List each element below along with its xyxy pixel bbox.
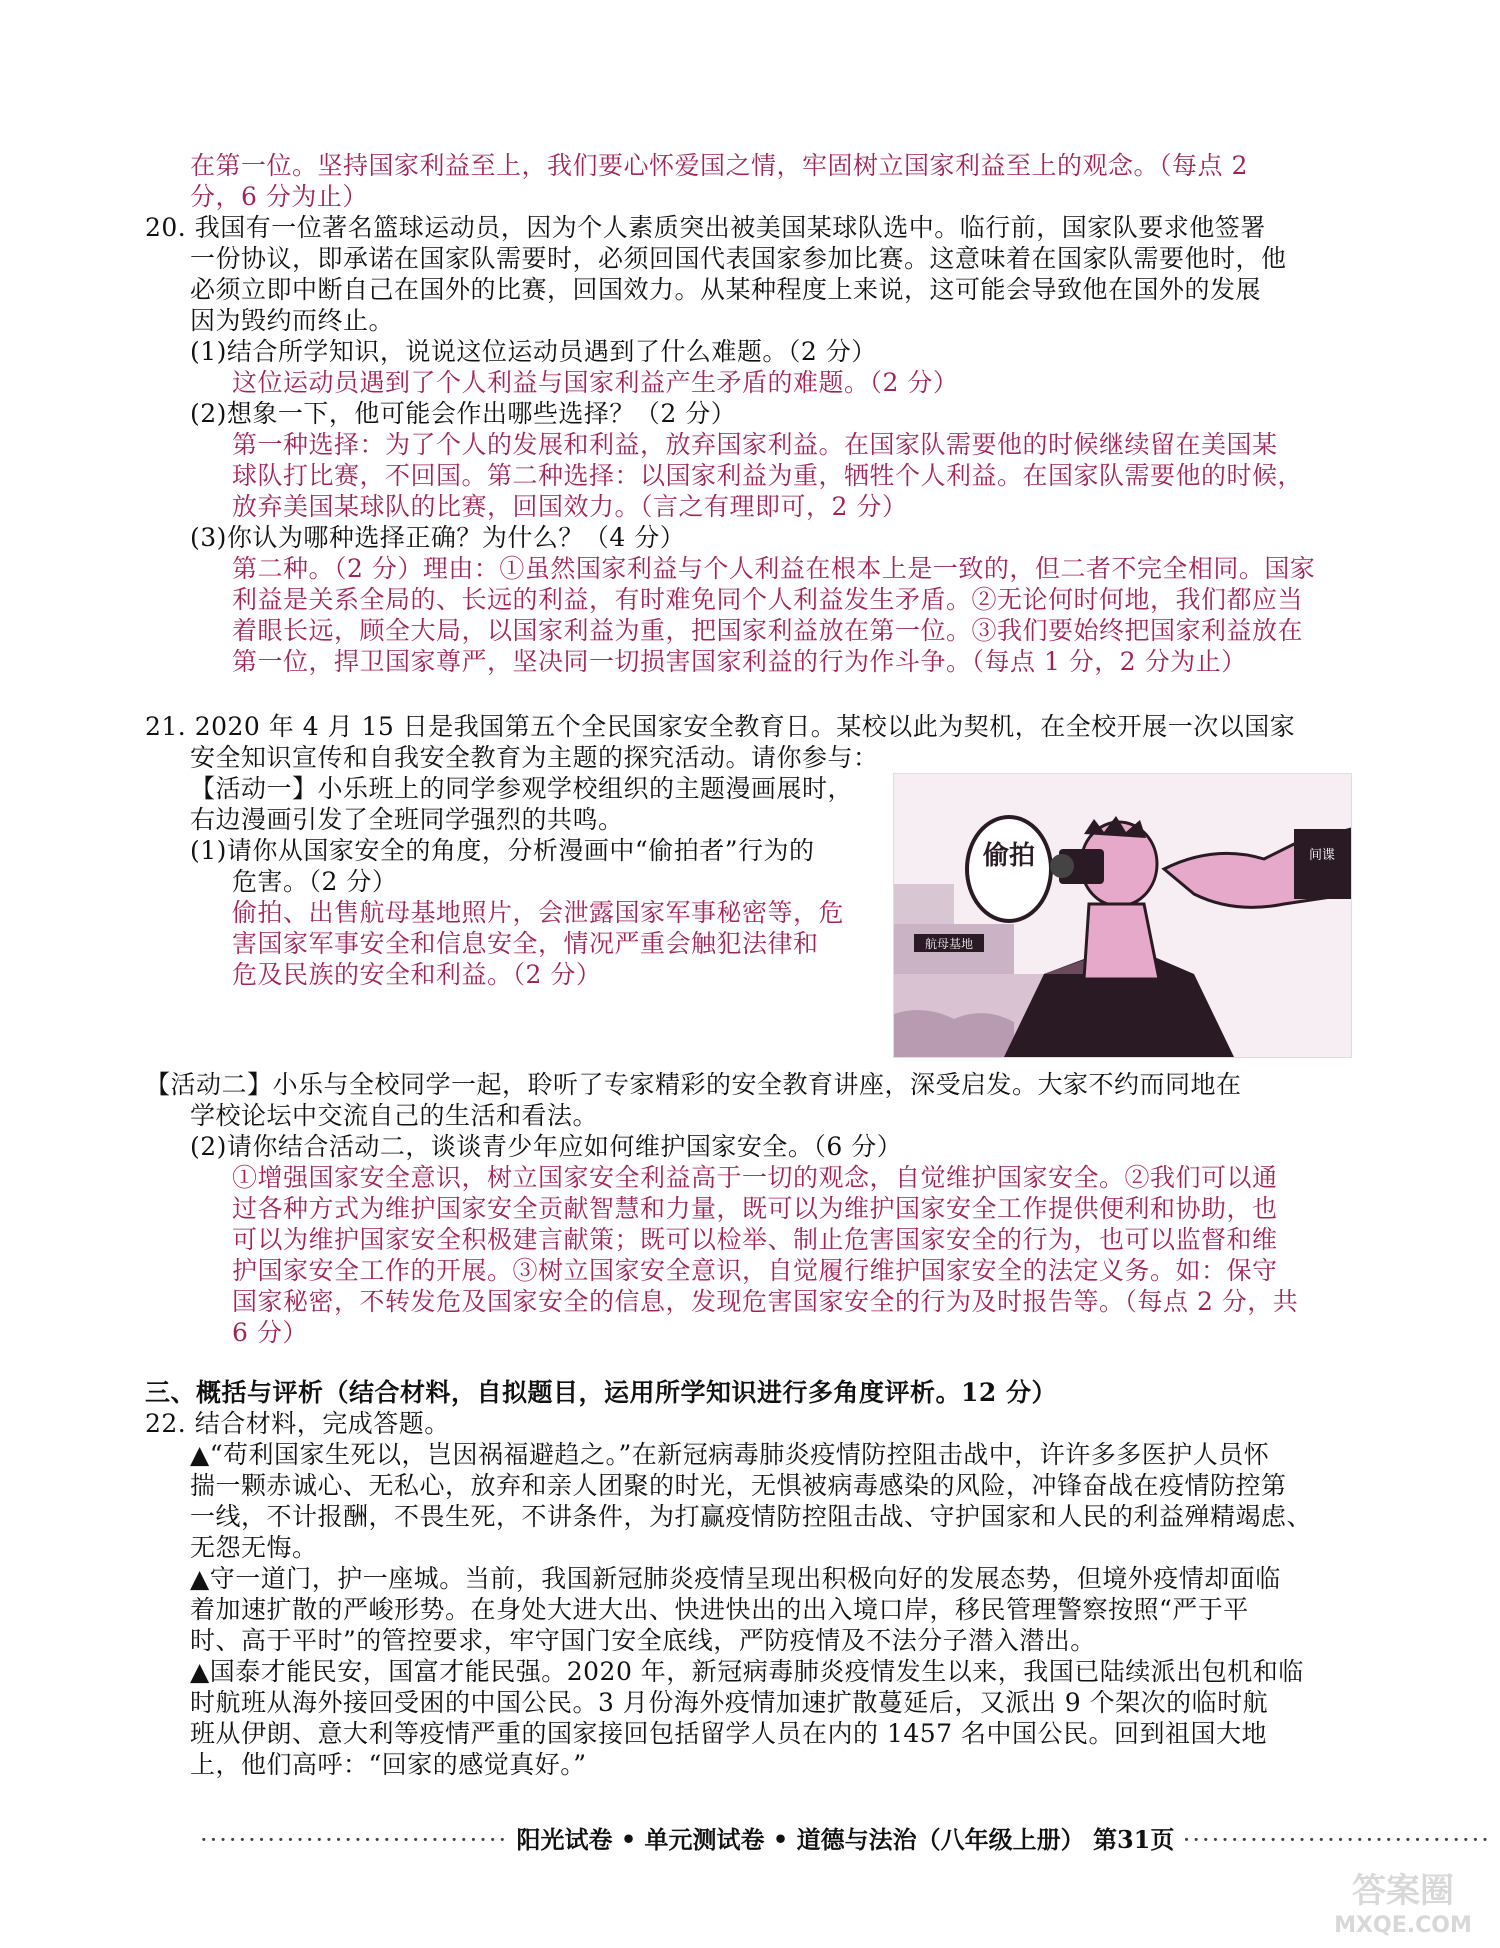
footer-dots-left: ································: [200, 1826, 509, 1854]
base-sign-text: 航母基地: [924, 937, 974, 951]
watermark-bottom-text: MXQE.COM: [1334, 1913, 1472, 1938]
answer-line: 国家秘密，不转发危及国家安全的信息，发现危害国家安全的行为及时报告等。（每点 2 分，共: [232, 1287, 1299, 1316]
answer-line: 护国家安全工作的开展。③树立国家安全意识，自觉履行维护国家安全的法定义务。如：保守: [232, 1256, 1278, 1285]
section-three-heading: 三、概括与评析（结合材料，自拟题目，运用所学知识进行多角度评析。12 分）: [145, 1378, 1057, 1407]
sub-question: (2)请你结合活动二，谈谈青少年应如何维护国家安全。（6 分）: [190, 1132, 903, 1161]
material-line: 揣一颗赤诚心、无私心，放弃和亲人团聚的时光，无惧被病毒感染的风险，冲锋奋战在疫情防控第: [190, 1471, 1287, 1500]
material-line: 班从伊朗、意大利等疫情严重的国家接回包括留学人员在内的 1457 名中国公民。回到祖国大地: [190, 1719, 1268, 1748]
answer-line: 第一种选择：为了个人的发展和利益，放弃国家利益。在国家队需要他的时候继续留在美国某: [232, 430, 1278, 459]
answer-line: 过各种方式为维护国家安全贡献智慧和力量，既可以为维护国家安全工作提供便利和协助，也: [232, 1194, 1278, 1223]
watermark-logo: [1318, 1860, 1488, 1940]
question-text-line: 必须立即中断自己在国外的比赛，回国效力。从某种程度上来说，这可能会导致他在国外的发展: [190, 275, 1262, 304]
material-line: 时、高于平时”的管控要求，牢守国门安全底线，严防疫情及不法分子潜入潜出。: [190, 1626, 1096, 1655]
answer-line: 分，6 分为止）: [190, 182, 368, 211]
question-21-stem: 21. 2020 年 4 月 15 日是我国第五个全民国家安全教育日。某校以此为契机，在全校开展一次以国家: [145, 712, 1296, 741]
question-text-line: 因为毁约而终止。: [190, 306, 395, 335]
question-text-line: 右边漫画引发了全班同学强烈的共鸣。: [190, 805, 624, 834]
material-three: ▲国泰才能民安，国富才能民强。2020 年，新冠病毒肺炎疫情发生以来，我国已陆续派出包机和临: [190, 1657, 1304, 1686]
sub-question: (1)结合所学知识，说说这位运动员遇到了什么难题。（2 分）: [190, 337, 877, 366]
material-line: 时航班从海外接回受困的中国公民。3 月份海外疫情加速扩散蔓延后，又派出 9 个架次的临时航: [190, 1688, 1269, 1717]
material-one: ▲“苟利国家生死以，岂因祸福避趋之。”在新冠病毒肺炎疫情防控阻击战中，许许多多医护人员怀: [190, 1440, 1270, 1469]
activity-two: 【活动二】小乐与全校同学一起，聆听了专家精彩的安全教育讲座，深受启发。大家不约而同地在: [145, 1070, 1242, 1099]
answer-line: 在第一位。坚持国家利益至上，我们要心怀爱国之情，牢固树立国家利益至上的观念。（每点 2: [190, 151, 1248, 180]
material-line: 上，他们高呼：“回家的感觉真好。”: [190, 1750, 587, 1779]
sub-question: 危害。（2 分）: [232, 867, 398, 896]
answer-line: 6 分）: [232, 1318, 308, 1347]
answer-line: 放弃美国某球队的比赛，回国效力。（言之有理即可，2 分）: [232, 492, 908, 521]
question-text-line: 安全知识宣传和自我安全教育为主题的探究活动。请你参与：: [190, 743, 879, 772]
spy-comic-image: [893, 773, 1352, 1058]
material-line: 着加速扩散的严峻形势。在身处大进大出、快进快出的出入境口岸，移民管理警察按照“严于平: [190, 1595, 1249, 1624]
material-line: 一线，不计报酬，不畏生死，不讲条件，为打赢疫情防控阻击战、守护国家和人民的利益殚精竭虑、: [190, 1502, 1313, 1531]
answer-line: 着眼长远，顾全大局，以国家利益为重，把国家利益放在第一位。③我们要始终把国家利益放在: [232, 616, 1304, 645]
answer-line: 害国家军事安全和信息安全，情况严重会触犯法律和: [232, 929, 819, 958]
footer-dots-right: ································: [1182, 1826, 1491, 1854]
page-footer: [200, 1820, 1491, 1855]
question-20-stem: 20. 我国有一位著名篮球运动员，因为个人素质突出被美国某球队选中。临行前，国家队要求他签署: [145, 213, 1266, 242]
answer-line: 偷拍、出售航母基地照片，会泄露国家军事秘密等，危: [232, 898, 845, 927]
answer-line: ①增强国家安全意识，树立国家安全利益高于一切的观念，自觉维护国家安全。②我们可以通: [232, 1163, 1278, 1192]
answer-line: 可以为维护国家安全积极建言献策；既可以检举、制止危害国家安全的行为，也可以监督和维: [232, 1225, 1278, 1254]
answer-line: 球队打比赛，不回国。第二种选择：以国家利益为重，牺牲个人利益。在国家队需要他的时候，: [232, 461, 1304, 490]
answer-line: 第一位，捍卫国家尊严，坚决同一切损害国家利益的行为作斗争。（每点 1 分，2 分为止）: [232, 647, 1247, 676]
question-text-line: 学校论坛中交流自己的生活和看法。: [190, 1101, 599, 1130]
answer-line: 这位运动员遇到了个人利益与国家利益产生矛盾的难题。（2 分）: [232, 368, 959, 397]
watermark-top-text: 答案圈: [1352, 1871, 1454, 1911]
material-two: ▲守一道门，护一座城。当前，我国新冠肺炎疫情呈现出积极向好的发展态势，但境外疫情却面临: [190, 1564, 1281, 1593]
answer-line: 第二种。（2 分）理由：①虽然国家利益与个人利益在根本上是一致的，但二者不完全相同。国家: [232, 554, 1316, 583]
sneak-photo-sign: 偷拍: [982, 841, 1036, 871]
answer-line: 利益是关系全局的、长远的利益，有时难免同个人利益发生矛盾。②无论何时何地，我们都应当: [232, 585, 1304, 614]
sub-question: (1)请你从国家安全的角度，分析漫画中“偷拍者”行为的: [190, 836, 815, 865]
sub-question: (3)你认为哪种选择正确？为什么？（4 分）: [190, 523, 686, 552]
question-text-line: 一份协议，即承诺在国家队需要时，必须回国代表国家参加比赛。这意味着在国家队需要他时，他: [190, 244, 1287, 273]
answer-line: 危及民族的安全和利益。（2 分）: [232, 960, 602, 989]
footer-text: 阳光试卷 • 单元测试卷 • 道德与法治（八年级上册） 第31页: [516, 1825, 1175, 1854]
material-line: 无怨无悔。: [190, 1533, 318, 1562]
question-22-stem: 22. 结合材料，完成答题。: [145, 1409, 450, 1438]
spy-sleeve-label: 间谍: [1308, 848, 1336, 863]
activity-one: 【活动一】小乐班上的同学参观学校组织的主题漫画展时，: [190, 774, 854, 803]
sub-question: (2)想象一下，他可能会作出哪些选择？（2 分）: [190, 399, 737, 428]
